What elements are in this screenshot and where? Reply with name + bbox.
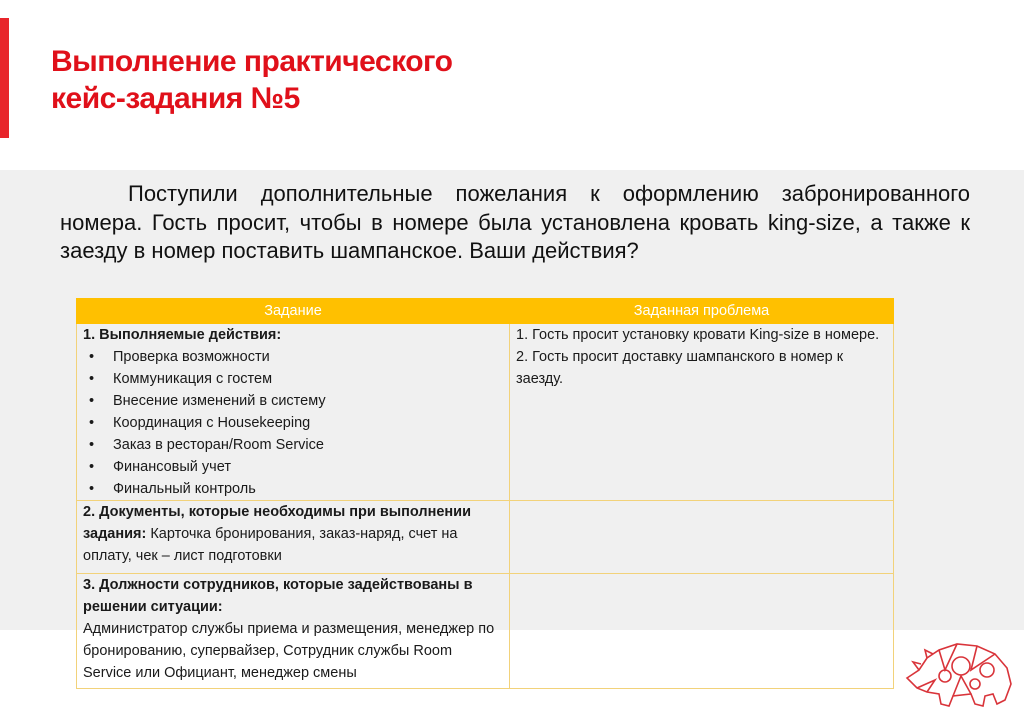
rhino-logo-icon: [905, 640, 1015, 710]
problem-1: 1. Гость просит установку кровати King-size в номере.: [516, 327, 880, 343]
actions-heading: 1. Выполняемые действия:: [83, 327, 282, 343]
problem-cell: [510, 324, 894, 501]
list-item: • Финансовый учет: [83, 456, 503, 478]
documents-cell: [77, 501, 510, 574]
case-description: Поступили дополнительные пожелания к оформлению забронированного номера. Гость просит, чтобы в номере была установлена кровать king-size, а также к заезду в номер поставить шампанское. Ваши действия?: [60, 181, 970, 263]
list-item: • Проверка возможности: [83, 346, 503, 368]
empty-cell: [510, 574, 894, 689]
staff-heading: 3. Должности сотрудников, которые задействованы в решении ситуации:: [83, 577, 473, 615]
empty-cell: [510, 501, 894, 574]
page-title: [51, 43, 452, 117]
table-row: [77, 574, 894, 689]
table-row: [77, 501, 894, 574]
header-problem: Заданная проблема: [510, 299, 894, 324]
title-line-1: Выполнение практического: [51, 45, 453, 78]
list-item: • Коммуникация с гостем: [83, 368, 503, 390]
staff-text: Администратор службы приема и размещения, менеджер по бронированию, супервайзер, Сотрудник службы Room Service или Официант, менеджер смены: [83, 621, 495, 681]
list-item: • Координация с Housekeeping: [83, 412, 503, 434]
list-item: • Внесение изменений в систему: [83, 390, 503, 412]
problem-2: 2. Гость просит доставку шампанского в номер к заезду.: [516, 349, 844, 387]
documents-heading: 2. Документы, которые необходимы при выполнении задания:: [83, 504, 471, 542]
table-row: [77, 324, 894, 501]
title-line-2: кейс-задания №5: [51, 82, 300, 115]
accent-bar: [0, 18, 9, 138]
actions-cell: [77, 324, 510, 501]
documents-text: Карточка бронирования, заказ-наряд, счет на оплату, чек – лист подготовки: [83, 526, 458, 564]
list-item: • Заказ в ресторан/Room Service: [83, 434, 503, 456]
case-table: [76, 298, 894, 689]
list-item: • Финальный контроль: [83, 478, 503, 500]
header-task: Задание: [77, 299, 510, 324]
staff-cell: [77, 574, 510, 689]
actions-list: [83, 346, 503, 500]
table-header-row: [77, 299, 894, 324]
